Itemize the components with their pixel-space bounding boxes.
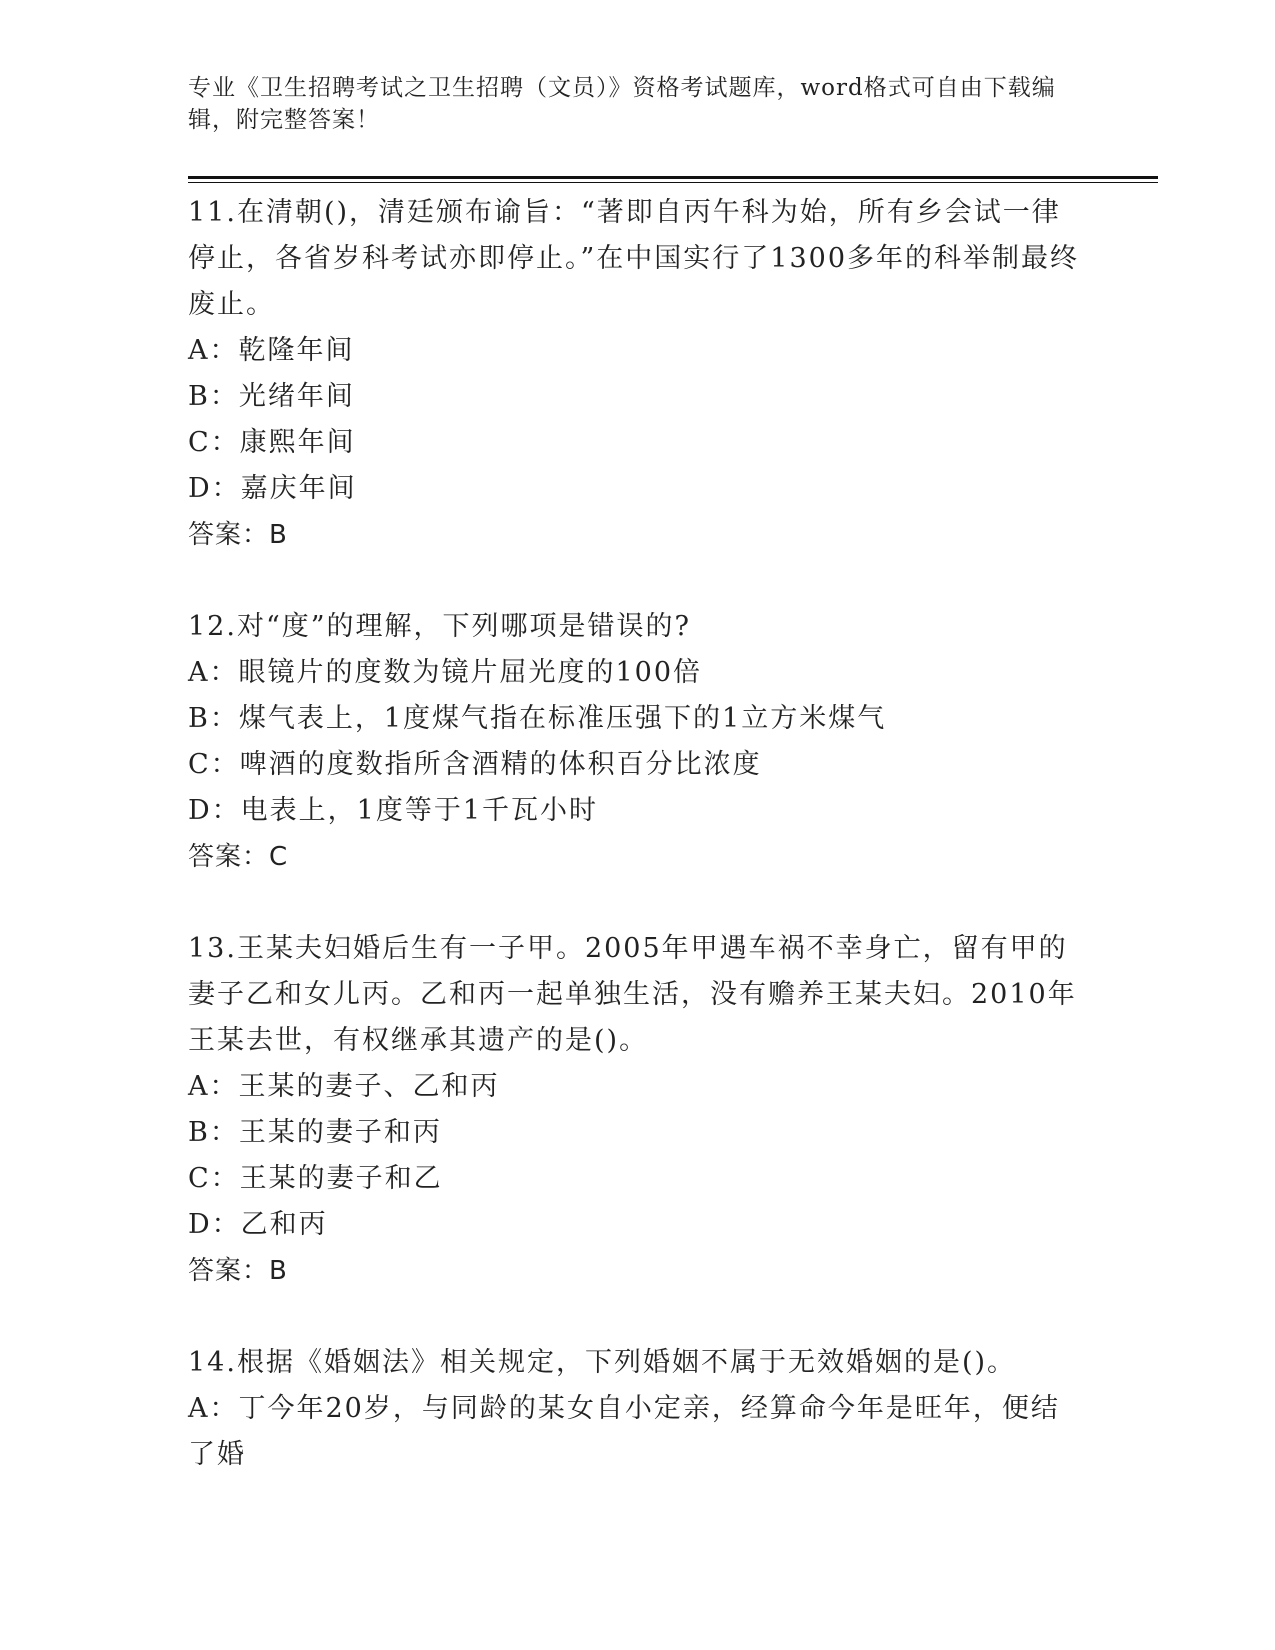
question-12 (188, 604, 1088, 880)
question-list (188, 190, 1088, 1524)
option-c: C：康熙年间 (188, 427, 356, 458)
header-rule-thick (188, 176, 1158, 179)
answer: 答案：B (188, 520, 288, 550)
option-d: D：电表上，1度等于1千瓦小时 (188, 795, 599, 826)
answer: 答案：B (188, 1256, 288, 1286)
option-a: A：乾隆年间 (188, 335, 355, 366)
option-d: D：嘉庆年间 (188, 473, 357, 504)
question-13 (188, 926, 1088, 1294)
option-d: D：乙和丙 (188, 1209, 328, 1240)
option-a: A：丁今年20岁，与同龄的某女自小定亲，经算命今年是旺年，便结了婚 (188, 1393, 1060, 1470)
answer: 答案：C (188, 842, 289, 872)
option-a: A：眼镜片的度数为镜片屈光度的100倍 (188, 657, 703, 688)
question-11 (188, 190, 1088, 558)
option-c: C：啤酒的度数指所含酒精的体积百分比浓度 (188, 749, 762, 780)
question-14 (188, 1340, 1088, 1478)
document-header: 专业《卫生招聘考试之卫生招聘（文员）》资格考试题库，word格式可自由下载编辑，附完整答案！ (188, 75, 1056, 133)
question-text: 12.对“度”的理解，下列哪项是错误的? (188, 611, 692, 642)
option-b: B：王某的妻子和丙 (188, 1117, 442, 1148)
question-text: 13.王某夫妇婚后生有一子甲。2005年甲遇车祸不幸身亡，留有甲的妻子乙和女儿丙。乙和丙一起单独生活，没有赡养王某夫妇。2010年王某去世，有权继承其遗产的是()。 (188, 933, 1077, 1056)
option-c: C：王某的妻子和乙 (188, 1163, 443, 1194)
question-text: 11.在清朝()，清廷颁布谕旨：“著即自丙午科为始，所有乡会试一律停止，各省岁科考试亦即停止。”在中国实行了1300多年的科举制最终废止。 (188, 197, 1080, 320)
option-b: B：光绪年间 (188, 381, 355, 412)
option-a: A：王某的妻子、乙和丙 (188, 1071, 500, 1102)
header-rule-thin (188, 182, 1158, 183)
question-text: 14.根据《婚姻法》相关规定，下列婚姻不属于无效婚姻的是()。 (188, 1347, 1017, 1378)
option-b: B：煤气表上，1度煤气指在标准压强下的1立方米煤气 (188, 703, 887, 734)
